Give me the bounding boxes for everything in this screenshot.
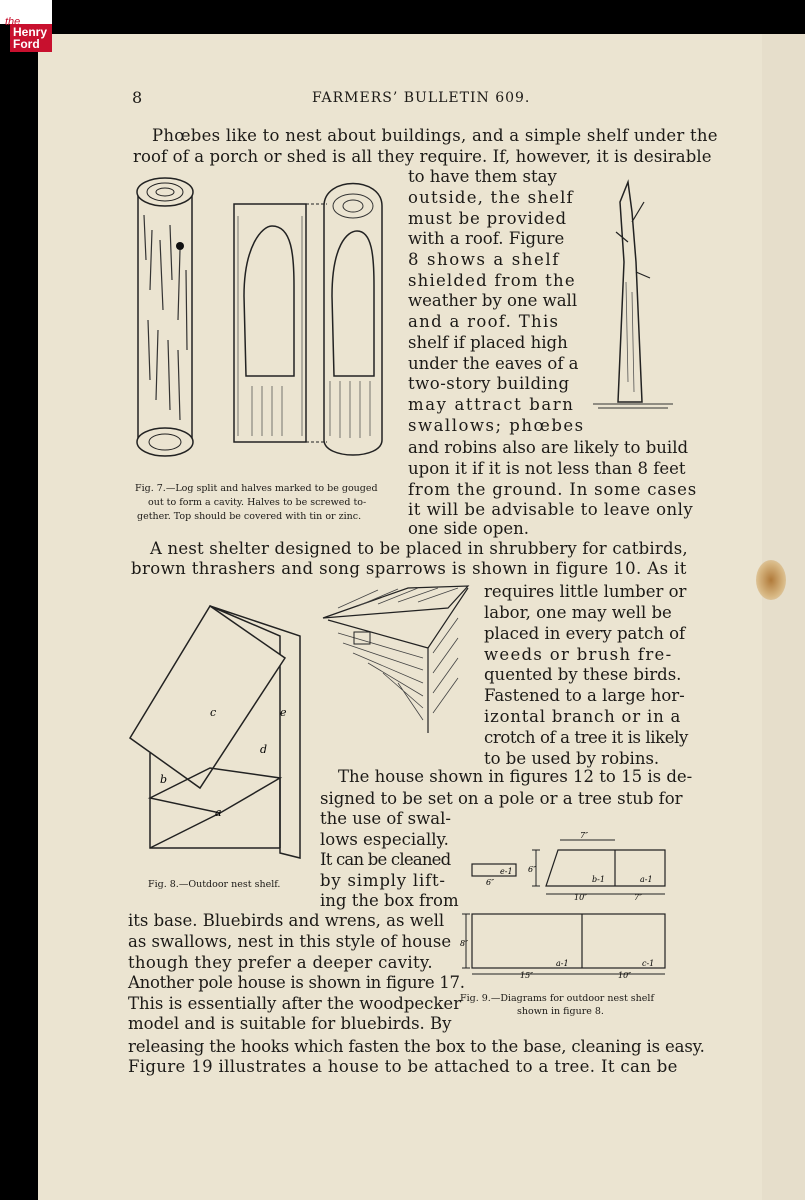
text-line: labor, one may well be — [484, 603, 672, 622]
text-line: quented by these birds. — [484, 665, 682, 684]
text-line: requires little lumber or — [484, 582, 687, 601]
text-line: ing the box from — [320, 891, 459, 910]
fig8-shelf-drawing — [130, 598, 310, 858]
text-line: its base. Bluebirds and wrens, as well — [128, 911, 445, 930]
text-line: Figure 19 illustrates a house to be attached to a tree. It can be — [128, 1057, 678, 1076]
text-line: by simply lift- — [320, 871, 446, 890]
fig8-part-label: c — [210, 706, 217, 719]
fig9-dim-label: a-1 — [556, 959, 569, 968]
fig9-dim-label: e-1 — [500, 867, 513, 876]
fig7-caption-line: gether. Top should be covered with tin or zinc. — [137, 511, 362, 522]
text-line: the use of swal- — [320, 809, 451, 828]
fig7-log-drawing — [130, 170, 206, 470]
fig8-part-label: e — [280, 706, 287, 719]
text-line: roof of a porch or shed is all they require. If, however, it is desirable — [133, 147, 712, 166]
text-line: The house shown in figures 12 to 15 is de- — [338, 767, 693, 786]
fig9-dim-label: a-1 — [640, 875, 653, 884]
text-line: weeds or brush fre- — [484, 645, 673, 664]
text-line: outside, the shelf — [408, 188, 574, 207]
text-line: may attract barn — [408, 395, 575, 414]
text-line: 8 shows a shelf — [408, 250, 560, 269]
text-line: to have them stay — [408, 167, 557, 186]
fig7-split-halves-drawing — [232, 176, 392, 456]
tree-stub-drawing — [588, 182, 678, 412]
text-line: A nest shelter designed to be placed in shrubbery for catbirds, — [150, 539, 688, 558]
fig9-caption-line: Fig. 9.—Diagrams for outdoor nest shelf — [460, 993, 654, 1004]
running-title: FARMERS’ BULLETIN 609. — [312, 90, 531, 106]
next-page-edge — [762, 34, 805, 1200]
text-line: model and is suitable for bluebirds. By — [128, 1014, 452, 1033]
text-line: under the eaves of a — [408, 354, 579, 373]
text-line: to be used by robins. — [484, 749, 660, 768]
text-line: izontal branch or in a — [484, 707, 682, 726]
text-line: placed in every patch of — [484, 624, 686, 643]
fig9-dim-label: 10″ — [618, 971, 632, 980]
fig9-dim-label: c-1 — [642, 959, 655, 968]
text-line: crotch of a tree it is likely — [484, 728, 688, 747]
text-line: two-story building — [408, 374, 570, 393]
fig9-dim-label: b-1 — [592, 875, 605, 884]
text-line: This is essentially after the woodpecker — [128, 994, 462, 1013]
text-line: weather by one wall — [408, 291, 578, 310]
fig8-part-label: a — [215, 806, 222, 819]
fig8-caption: Fig. 8.—Outdoor nest shelf. — [148, 879, 281, 890]
page-number: 8 — [132, 88, 144, 107]
fig8-part-label: b — [160, 773, 168, 786]
text-line: Fastened to a large hor- — [484, 686, 685, 705]
text-line: upon it if it is not less than 8 feet — [408, 459, 686, 478]
fig9-diagram — [460, 828, 670, 988]
text-line: Phœbes like to nest about buildings, and a simple shelf under the — [152, 126, 718, 145]
text-line: releasing the hooks which fasten the box to the base, cleaning is easy. — [128, 1037, 705, 1056]
fig8-part-label: d — [260, 743, 268, 756]
text-line: as swallows, nest in this style of house — [128, 932, 452, 951]
fig9-dim-label: 7″ — [580, 831, 589, 840]
text-line: shelf if placed high — [408, 333, 568, 352]
text-line: and a roof. This — [408, 312, 560, 331]
text-line: one side open. — [408, 519, 530, 538]
text-line: shielded from the — [408, 271, 576, 290]
fig7-caption-line: out to form a cavity. Halves to be screwed to- — [148, 497, 367, 508]
fig9-dim-label: 7″ — [634, 893, 643, 902]
fig9-caption-line: shown in figure 8. — [517, 1006, 604, 1017]
fig9-dim-label: 10″ — [574, 893, 588, 902]
henry-ford-logo: the Henry Ford — [0, 0, 52, 52]
text-line: It can be cleaned — [320, 850, 451, 869]
text-line: though they prefer a deeper cavity. — [128, 953, 433, 972]
text-line: swallows; phœbes — [408, 416, 585, 435]
text-line: signed to be set on a pole or a tree stub for — [320, 789, 683, 808]
text-line: lows especially. — [320, 830, 449, 849]
text-line: with a roof. Figure — [408, 229, 565, 248]
fig9-dim-label: 6″ — [528, 865, 537, 874]
eave-shelf-drawing — [318, 578, 478, 738]
text-line: from the ground. In some cases — [408, 480, 697, 499]
text-line: Another pole house is shown in figure 17. — [128, 973, 465, 992]
fig9-dim-label: 15″ — [520, 971, 534, 980]
text-line: and robins also are likely to build — [408, 438, 689, 457]
text-line: must be provided — [408, 209, 567, 228]
text-line: it will be advisable to leave only — [408, 500, 694, 519]
foxing-stain — [756, 560, 786, 600]
text-line: brown thrashers and song sparrows is shown in figure 10. As it — [131, 559, 687, 578]
fig7-caption-line: Fig. 7.—Log split and halves marked to be gouged — [135, 483, 378, 494]
fig9-dim-label: 6″ — [486, 878, 495, 887]
fig9-dim-label: 8″ — [460, 939, 469, 948]
